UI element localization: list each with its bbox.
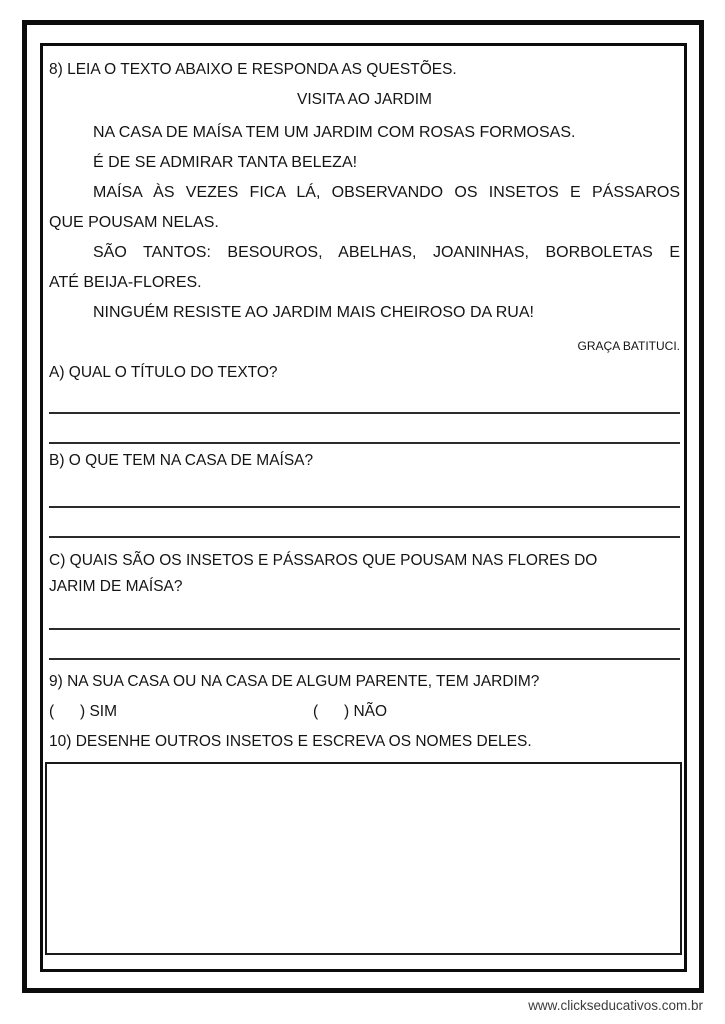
passage-line: NINGUÉM RESISTE AO JARDIM MAIS CHEIROSO DA RUA! (93, 304, 534, 321)
question-c-answer-line-1[interactable] (49, 600, 680, 630)
reading-title: VISITA AO JARDIM (297, 91, 432, 108)
question8-instruction: 8) LEIA O TEXTO ABAIXO E RESPONDA AS QUESTÕES. (49, 61, 457, 78)
question10-label: 10) DESENHE OUTROS INSETOS E ESCREVA OS NOMES DELES. (49, 733, 532, 750)
question-a-answer-line-2[interactable] (49, 414, 680, 444)
question-c-label (49, 548, 680, 600)
passage-line: MAÍSA ÀS VEZES FICA LÁ, OBSERVANDO OS INSETOS E PÁSSAROS (93, 184, 680, 201)
checkbox-option-nao[interactable]: ( ) NÃO (313, 703, 388, 720)
checkbox-option-sim[interactable]: ( ) SIM (49, 703, 118, 720)
question-b-answer-line-2[interactable] (49, 508, 680, 538)
passage-line: NA CASA DE MAÍSA TEM UM JARDIM COM ROSAS FORMOSAS. (93, 124, 576, 141)
question-b-label: B) O QUE TEM NA CASA DE MAÍSA? (49, 452, 314, 469)
question9-label: 9) NA SUA CASA OU NA CASA DE ALGUM PARENTE, TEM JARDIM? (49, 673, 540, 690)
question-a-label: A) QUAL O TÍTULO DO TEXTO? (49, 364, 278, 381)
question9-options (49, 700, 680, 724)
question-a-answer-line-1[interactable] (49, 384, 680, 414)
passage-line: ATÉ BEIJA-FLORES. (49, 274, 202, 291)
footer-url: www.clickseducativos.com.br (528, 998, 703, 1013)
passage-line: É DE SE ADMIRAR TANTA BELEZA! (93, 154, 358, 171)
passage-author: GRAÇA BATITUCI. (577, 339, 680, 353)
drawing-box[interactable] (45, 762, 682, 955)
worksheet-content (49, 59, 680, 955)
question-c-label-line2: JARIM DE MAÍSA? (49, 578, 183, 595)
passage-line: SÃO TANTOS: BESOUROS, ABELHAS, JOANINHAS, BORBOLETAS E (93, 244, 680, 261)
question-c-answer-line-2[interactable] (49, 630, 680, 660)
question-b-answer-line-1[interactable] (49, 472, 680, 508)
question-c-label-line1: C) QUAIS SÃO OS INSETOS E PÁSSAROS QUE POUSAM NAS FLORES DO (49, 552, 598, 569)
reading-passage (49, 118, 680, 328)
passage-line: QUE POUSAM NELAS. (49, 214, 219, 231)
